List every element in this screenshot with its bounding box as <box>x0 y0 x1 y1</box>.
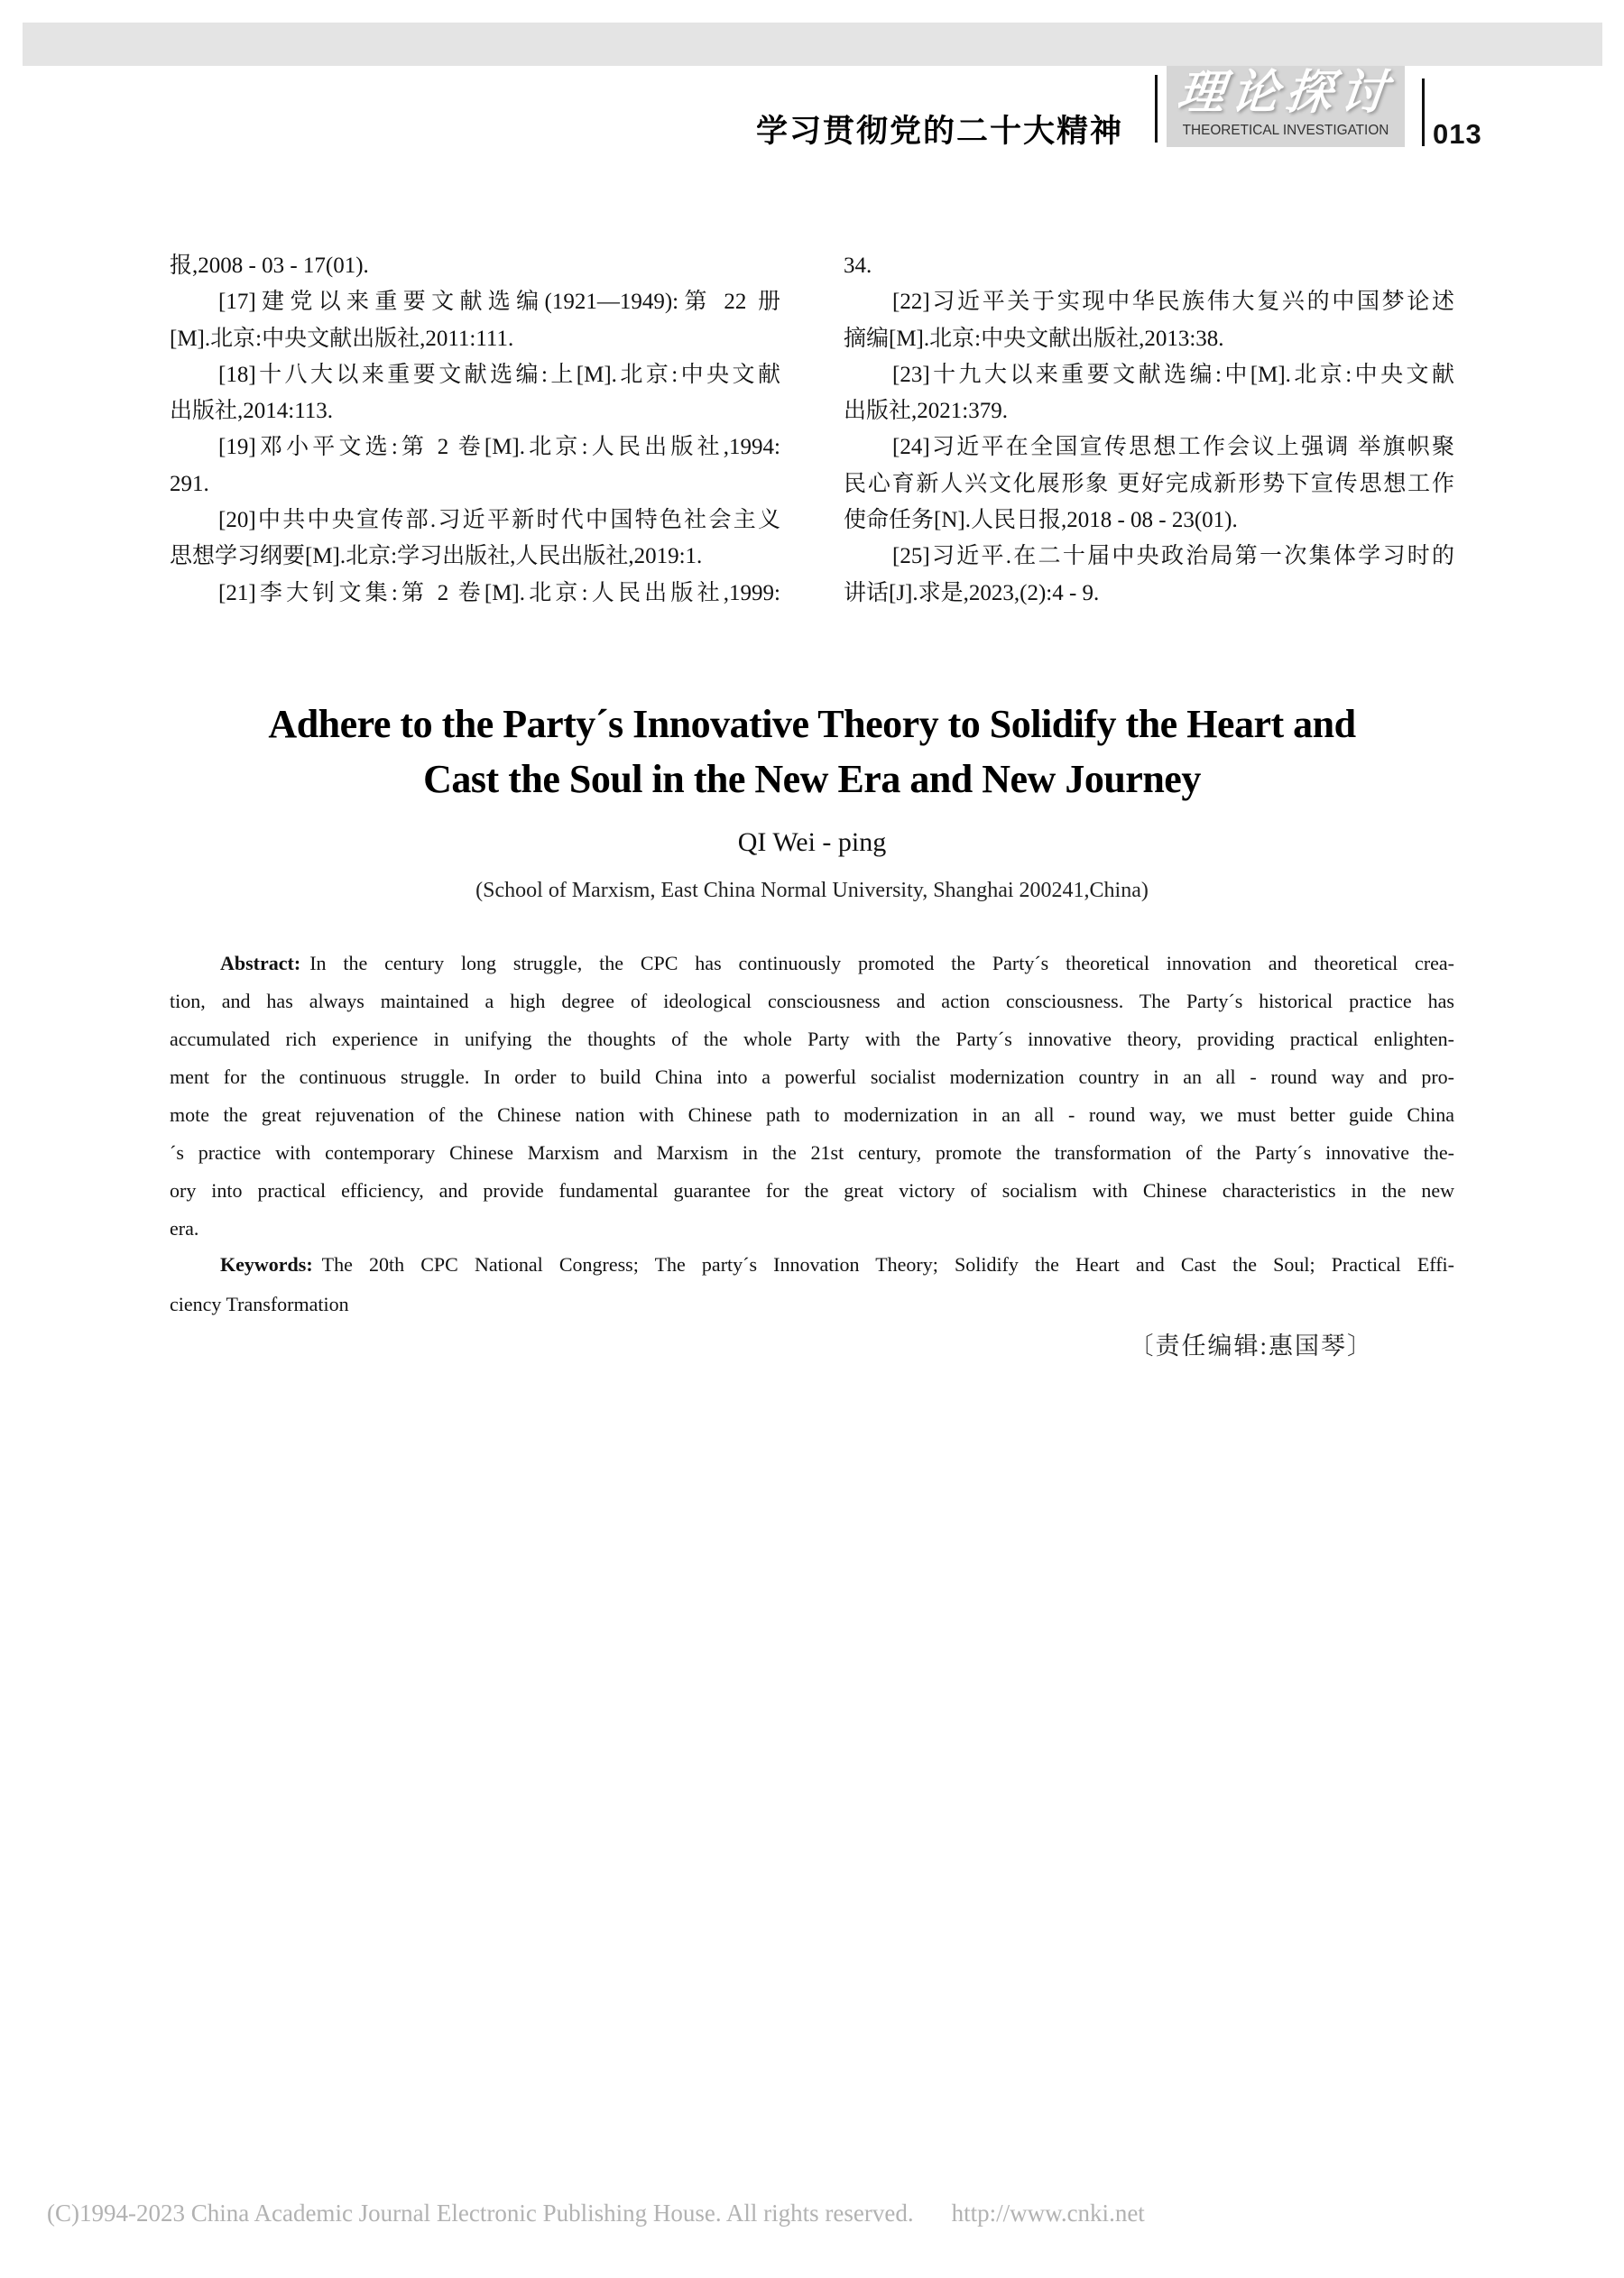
reference-line: 使命任务[N].人民日报,2018 - 08 - 23(01). <box>844 508 1238 533</box>
reference-line: [20]中共中央宣传部.习近平新时代中国特色社会主义 <box>218 508 780 533</box>
page-number-divider <box>1422 78 1425 146</box>
reference-line: 34. <box>844 254 872 278</box>
references-right-column <box>844 248 1454 612</box>
reference-line: [23]十九大以来重要文献选编:中[M].北京:中央文献 <box>892 362 1454 387</box>
article-title-line1: Adhere to the Party´s Innovative Theory to Solidify the Heart and <box>268 702 1356 746</box>
author-name: QI Wei - ping <box>737 827 887 857</box>
reference-line: [21]李大钊文集:第 2 卷[M].北京:人民出版社,1999: <box>218 580 780 605</box>
text-line <box>170 1245 1454 1285</box>
reference-line: [19]邓小平文选:第 2 卷[M].北京:人民出版社,1994: <box>218 435 780 460</box>
text-line <box>170 945 1454 982</box>
page-number: 013 <box>1433 118 1482 150</box>
reference-line: [24]习近平在全国宣传思想工作会议上强调 举旗帜聚 <box>892 435 1454 460</box>
abstract <box>170 945 1454 1248</box>
text-line-content: In the century long struggle, the CPC has continuously promoted the Party´s theoretical innovation and theoretical crea- <box>309 952 1454 974</box>
reference-line: 291. <box>170 471 209 496</box>
reference-line: [25]习近平.在二十届中央政治局第一次集体学习时的 <box>892 544 1454 569</box>
footer <box>47 2200 1145 2227</box>
text-line: era. <box>170 1217 199 1240</box>
text-line: ´s practice with contemporary Chinese Marxism and Marxism in the 21st century, promote the transformation of the Party´s innovative the- <box>170 1141 1454 1164</box>
text-line: mote the great rejuvenation of the Chinese nation with Chinese path to modernization in an all - round way, we must better guide China <box>170 1103 1454 1126</box>
abstract-label: Abstract: <box>220 952 301 974</box>
text-line: accumulated rich experience in unifying the thoughts of the whole Party with the Party´s innovative theory, providing practical enlighten- <box>170 1028 1454 1050</box>
reference-line: 出版社,2021:379. <box>844 399 1008 424</box>
reference-line: [22]习近平关于实现中华民族伟大复兴的中国梦论述 <box>892 290 1454 315</box>
editor-note: 〔责任编辑:惠国琴〕 <box>1129 1333 1373 1360</box>
references-left-column <box>170 248 780 612</box>
article-title-line2: Cast the Soul in the New Era and New Journey <box>423 757 1201 801</box>
reference-line: 民心育新人兴文化展形象 更好完成新形势下宣传思想工作 <box>844 471 1454 496</box>
footer-copyright-text: (C)1994-2023 China Academic Journal Electronic Publishing House. All rights reserved. <box>47 2200 914 2227</box>
reference-line: 讲话[J].求是,2023,(2):4 - 9. <box>844 580 1100 605</box>
reference-line: [17]建党以来重要文献选编(1921—1949):第 22 册 <box>218 290 780 315</box>
header-bar <box>23 23 1602 66</box>
reference-line: 摘编[M].北京:中央文献出版社,2013:38. <box>844 326 1224 351</box>
reference-line: 思想学习纲要[M].北京:学习出版社,人民出版社,2019:1. <box>170 544 703 569</box>
article-title <box>0 696 1624 807</box>
journal-logo-english: THEORETICAL INVESTIGATION <box>1182 123 1389 138</box>
reference-line: 出版社,2014:113. <box>170 399 334 424</box>
keywords <box>170 1245 1454 1324</box>
text-line: ciency Transformation <box>170 1293 349 1315</box>
journal-logo <box>1167 66 1405 147</box>
keywords-label: Keywords: <box>220 1253 313 1276</box>
header-divider <box>1155 75 1158 143</box>
text-line-content: The 20th CPC National Congress; The party´s Innovation Theory; Solidify the Heart and Cast the Soul; Practical Effi- <box>321 1253 1454 1276</box>
journal-logo-calligraphy: 理论探讨 <box>1175 68 1398 119</box>
footer-url: http://www.cnki.net <box>951 2200 1145 2227</box>
reference-line: 报,2008 - 03 - 17(01). <box>170 254 369 278</box>
text-line: tion, and has always maintained a high degree of ideological consciousness and action consciousness. The Party´s historical practice has <box>170 990 1454 1012</box>
author-affiliation: (School of Marxism, East China Normal University, Shanghai 200241,China) <box>475 879 1149 902</box>
text-line: ory into practical efficiency, and provide fundamental guarantee for the great victory of socialism with Chinese characteristics in the new <box>170 1179 1454 1202</box>
text-line: ment for the continuous struggle. In order to build China into a powerful socialist modernization country in an all - round way and pro- <box>170 1065 1454 1088</box>
reference-line: [18]十八大以来重要文献选编:上[M].北京:中央文献 <box>218 362 780 387</box>
reference-line: [M].北京:中央文献出版社,2011:111. <box>170 326 514 351</box>
section-title: 学习贯彻党的二十大精神 <box>755 114 1123 149</box>
